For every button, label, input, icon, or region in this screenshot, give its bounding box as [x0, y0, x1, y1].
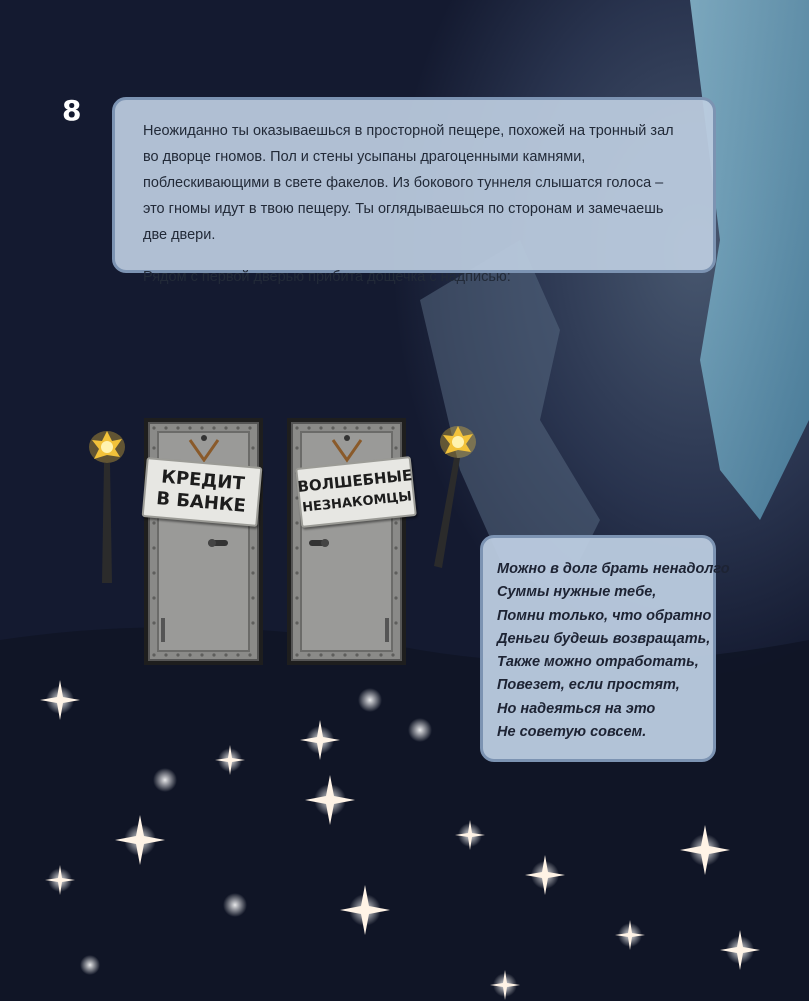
poem-line: Также можно отработать, — [497, 654, 699, 671]
poem-box — [480, 535, 730, 762]
door-sign-line: ВОЛШЕБНЫЕ — [296, 466, 414, 497]
poem-line: Можно в долг брать ненадолго — [497, 561, 730, 577]
poem-line: Не советую совсем. — [497, 724, 647, 741]
intro-text-box — [112, 97, 716, 285]
torch-icon — [80, 425, 130, 585]
poem-line: Помни только, что обратно — [497, 607, 712, 624]
door-sign-line: В БАНКЕ — [155, 488, 247, 517]
poem-line: Но надеяться на это — [497, 700, 656, 717]
poem-line: Повезет, если простят, — [497, 677, 680, 694]
door-icon — [144, 418, 263, 665]
poem-line: Суммы нужные тебе, — [497, 584, 657, 601]
door-sign-line: КРЕДИТ — [160, 466, 246, 495]
door-sign — [295, 456, 417, 528]
door-icon — [287, 418, 406, 665]
poem-line: Деньги будешь возвращать, — [497, 630, 711, 647]
door-sign-line: НЕЗНАКОМЦЫ — [301, 489, 413, 516]
door-sign — [142, 457, 263, 527]
intro-paragraph: Рядом с первой дверью прибита дощечка с надписью: — [143, 269, 511, 285]
intro-paragraph: Неожиданно ты оказываешься в просторной пещере, похожей на тронный зал во дворце гномов. Пол и стены усыпаны драгоценными камнями, поблескивающими в свете факелов. Из бокового туннеля слышатся голоса – это гномы идут в твою пещеру. Ты оглядываешься по сторонам и замечаешь две двери. — [143, 123, 674, 243]
page-number: 8 — [62, 94, 82, 127]
torch-icon — [430, 420, 480, 570]
